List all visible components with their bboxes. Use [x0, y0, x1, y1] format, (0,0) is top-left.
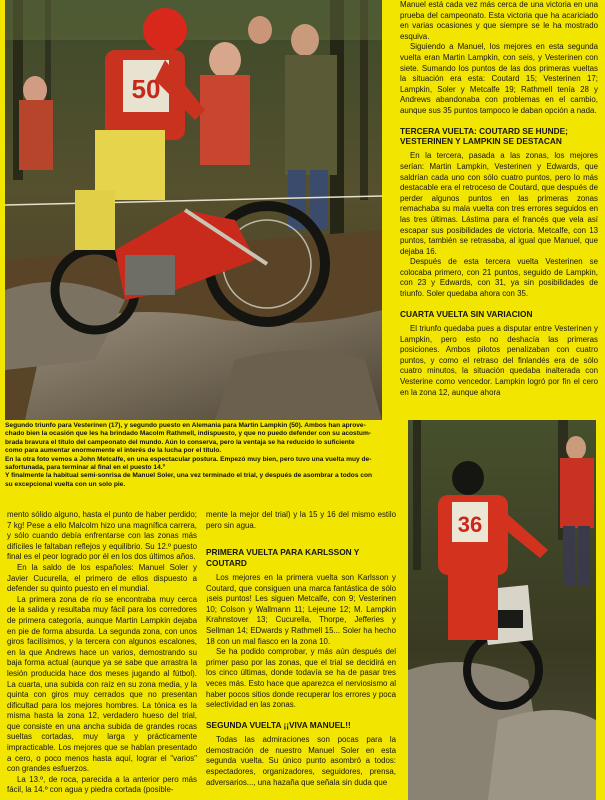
article-paragraph: En la saldo de los españoles: Manuel Soler y Javier Cucurella, el primero de ellos dispuesto a defender su quinto puesto en el mundial.: [7, 562, 197, 594]
article-column-left: [7, 510, 197, 800]
article-paragraph: mente la mejor del trial) y la 15 y 16 del mismo estilo pero sin agua.: [206, 510, 396, 530]
article-paragraph: Todas las admiraciones son pocas para la demostración de nuestro Manuel Soler en esta segunda vuelta. Su único punto asombró a todos: espectadores, organizadores, seguidores, prensa, adversarios..., una hazaña que señala sin duda que: [206, 735, 396, 787]
article-paragraph: El triunfo quedaba pues a disputar entre Vesterinen y Lampkin, pero esto no deshacía las primeras posiciones. Ambos pilotos penalizaban con cuatro puntos, y como el retraso del finlandés era de sólo cuatro minutos, la situación quedaba inalterada con Vesterine como vencedor. Lampkin logró por fin el cero en la zona 12, aunque ahora: [400, 324, 598, 397]
caption-line: safortunada, para terminar al final en el puesto 14.º: [5, 464, 165, 472]
article-paragraph: Manuel está cada vez más cerca de una victoria en una prueba del campeonato. Esta victoria que ha acariciado en varias ocasiones y que siempre se le ha mostrado esquiva.: [400, 0, 598, 41]
caption-line: su excepcional vuelta con un solo pie.: [5, 480, 126, 488]
rider-number-50: 50: [131, 74, 161, 104]
section-heading-fourth-lap: CUARTA VUELTA SIN VARIACION: [400, 308, 533, 319]
section-heading-third-lap: TERCERA VUELTA: COUTARD SE HUNDE; VESTERINEN Y LAMPKIN SE DESTACAN: [400, 125, 568, 146]
caption-line: como para aumentar enormemente el interés de la lucha por el título.: [5, 447, 222, 455]
article-paragraph: La 13.º, de roca, parecida a la anterior pero más fácil, la 14.º con agua y piedra cortada (posible-: [7, 774, 197, 795]
article-paragraph: mento sólido alguno, hasta el punto de haber perdido; 7 kg! Pese a ello Malcolm hizo una magnífica carrera, y sólo cuando debía enfrentarse con las zonas más difíciles le faltaban reflejos y equilibrio. Su 12.º puesto final es el peor logrado por él en los dos últimos años.: [7, 510, 197, 562]
section-heading-first-lap: PRIMERA VUELTA PARA KARLSSON Y COUTARD: [206, 547, 360, 568]
caption-line: En la otra foto vemos a John Metcalfe, en una espectacular postura. Empezó muy bien, pero tuvo una vuelta muy de-: [5, 455, 372, 463]
photo-rider-36: [408, 420, 596, 800]
article-paragraph: Después de esta tercera vuelta Vesterinen se colocaba primero, con 21 puntos, seguido de Lampkin, con 23 y Edwards, con 31, ya sin posibilidades de triunfo. Soler quedaba ahora con 35.: [400, 257, 598, 299]
caption-line: Segundo triunfo para Vesterinen (17), y segundo puesto en Alemania para Martin Lampkin (50). Ambos han aprove-: [5, 422, 366, 429]
photo-rider-36-image: [408, 420, 596, 800]
article-paragraph: La primera zona de río se encontraba muy cerca de la salida y resultaba muy fácil para los corredores de primera categoría, aunque Martin Lampkin dejaba en pie de forma absurda. La segunda zona, con unos giros facilísimos, y la tercera con algunos escalones, en la que Andrews hace un varios, demostrando su baja forma actual (aunque ya se sabe que arrastra la lesión producida hace dos meses jugando al fútbol). La cuarta, una subida con raíz en su zona media, y la quinta con giros muy cerrados que no presentan dificultad para los mejores hombres. La tónica es la misma hasta la zona 12, verdadero hueso del trial, que consiste en una ancha subida de grandes rocas sueltas cortadas, muy larga y prácticamente impracticable. Los mejores que se hablan presentado a cero, o poco menos hasta aquí, lograr el "varios" con grandes esfuerzos.: [7, 594, 197, 774]
photo-caption: [5, 422, 382, 502]
caption-line: chado bien la ocasión que les ha brindado Macolm Rathmell, indispuesto, y que no puedo defender con su acostum-: [5, 430, 372, 438]
article-paragraph: Se ha podido comprobar, y más aún después del primer paso por las zonas, que el trial se decidirá en los cinco últimas, donde todavía se ha de pasar tres veces más. Esto hace que aparezca el nerviosismo al haber pocos sitios donde recuperar los errores y poca selectividad en las zonas.: [206, 647, 396, 710]
article-paragraph: En la tercera, pasada a las zonas, los mejores serían: Martin Lampkin, Vesterinen y Edwards, que saldrían cada uno con sólo cuatro puntos, pero lo más destacable era el retroceso de Coutard, que después de perder algunos puntos en las primeras zonas remachaba su mala vuelta con tres errores seguidos en las tres últimas. Lástima para el francés que vela así escapar sus posibilidades de victoria. Metcalfe, con 13 puntos, también se retrasaba, al igual que Manuel, que dejaba 16.: [400, 151, 598, 256]
article-paragraph: Los mejores en la primera vuelta son Karlsson y Coutard, que consiguen una marca fantástica de sólo ¡seis puntos! Les siguen Metcalfe, con 9; Vesterinen 10; Colson y Wallmann 11; Lejeune 12; M. Lampkin Krahnstover 13; Cucurella, Thorpe, Jefferies y Sellman 14; EDwards y Rathmell 15... Soler ha hecho 18 con un mal fiasco en la zona 10.: [206, 573, 396, 646]
caption-line: brada bravura el título del campeonato del mundo. Aún lo conserva, pero la ventaja se ha reducido lo suficiente: [5, 438, 355, 446]
article-column-middle: [206, 510, 396, 800]
photo-lampkin-image: [5, 0, 382, 420]
article-paragraph: Siguiendo a Manuel, los mejores en esta segunda vuelta eran Martin Lampkin, con seis, y Vesterinen con siete. Sumando los puntos de las dos primeras vueltas la situación era esta: Coutard 15; Vesterinen 17; Lampkin, Soler y Metcalfe 19; Rathmell tenía 28 y Andrews abandonaba con problemas en el cambio, aunque sus 35 puntos tampoco le daban opción a nada.: [400, 42, 598, 115]
caption-line: Y finalmente la habitual semi-sonrisa de Manuel Soler, una vez terminado el trial, y después de asombrar a todos con: [5, 472, 373, 480]
rider-number-36: 36: [457, 512, 483, 537]
article-column-right: [400, 0, 598, 416]
photo-lampkin-trial: [5, 0, 382, 420]
section-heading-second-lap: SEGUNDA VUELTA ¡¡VIVA MANUEL!!: [206, 719, 351, 730]
